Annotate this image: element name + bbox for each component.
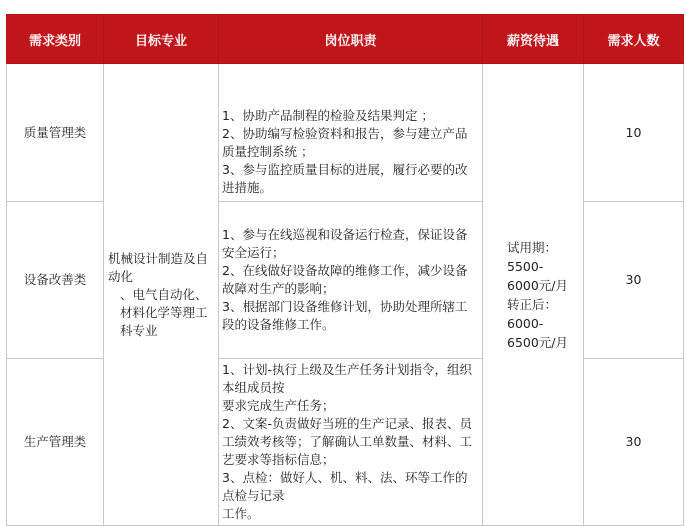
duty-item: 1、计划-执行上级及生产任务计划指令，组织本组成员按 — [222, 362, 472, 395]
header-major: 目标专业 — [104, 15, 219, 64]
duty-item: 3、点检：做好人、机、料、法、环等工作的点检与记录 — [222, 470, 468, 503]
salary-cell — [483, 64, 584, 526]
target-major-cell — [104, 64, 219, 526]
recruitment-table — [6, 14, 684, 526]
recruitment-table-container — [6, 14, 684, 526]
salary-regular-value: 6000-6500元/月 — [507, 315, 569, 350]
header-salary: 薪资待遇 — [483, 15, 584, 64]
category-cell: 生产管理类 — [7, 359, 104, 526]
category-cell: 设备改善类 — [7, 202, 104, 359]
duty-item: 3、参与监控质量目标的进展，履行必要的改进措施。 — [222, 161, 468, 195]
salary-probation-value: 5500-6000元/月 — [507, 258, 569, 293]
duty-item: 1、参与在线巡视和设备运行检查，保证设备安全运行； — [222, 227, 468, 260]
duty-item: 2、在线做好设备故障的维修工作，减少设备故障对生产的影响； — [222, 263, 468, 296]
major-text-line1: 机械设计制造及自动化 — [108, 250, 209, 284]
header-count: 需求人数 — [584, 15, 684, 64]
category-cell: 质量管理类 — [7, 64, 104, 202]
duty-item: 1、协助产品制程的检验及结果判定 ； — [222, 107, 434, 123]
table-row — [7, 64, 684, 202]
header-row — [7, 15, 684, 64]
duty-item: 要求完成生产任务； — [222, 398, 335, 413]
count-cell: 30 — [584, 202, 684, 359]
header-duties: 岗位职责 — [219, 15, 483, 64]
duty-item: 3、根据部门设备维修计划，协助处理所辖工段的设备维修工作。 — [222, 299, 468, 332]
duties-cell — [219, 359, 483, 526]
salary-regular-label: 转正后： — [507, 296, 558, 312]
header-category: 需求类别 — [7, 15, 104, 64]
major-text-line2: 、电气自动化、材料化学等理工科专业 — [120, 286, 208, 338]
salary-probation-label: 试用期： — [507, 239, 558, 255]
count-cell: 10 — [584, 64, 684, 202]
duty-item: 2、文案-负责做好当班的生产记录、报表、员工绩效考核等；了解确认工单数量、材料、工艺要求等指标信息； — [222, 416, 473, 467]
duty-item: 工作。 — [222, 506, 260, 521]
duty-item: 2、协助编写检验资料和报告，参与建立产品质量控制系统 ； — [222, 125, 468, 159]
duties-cell — [219, 64, 483, 202]
duties-cell — [219, 202, 483, 359]
count-cell: 30 — [584, 359, 684, 526]
